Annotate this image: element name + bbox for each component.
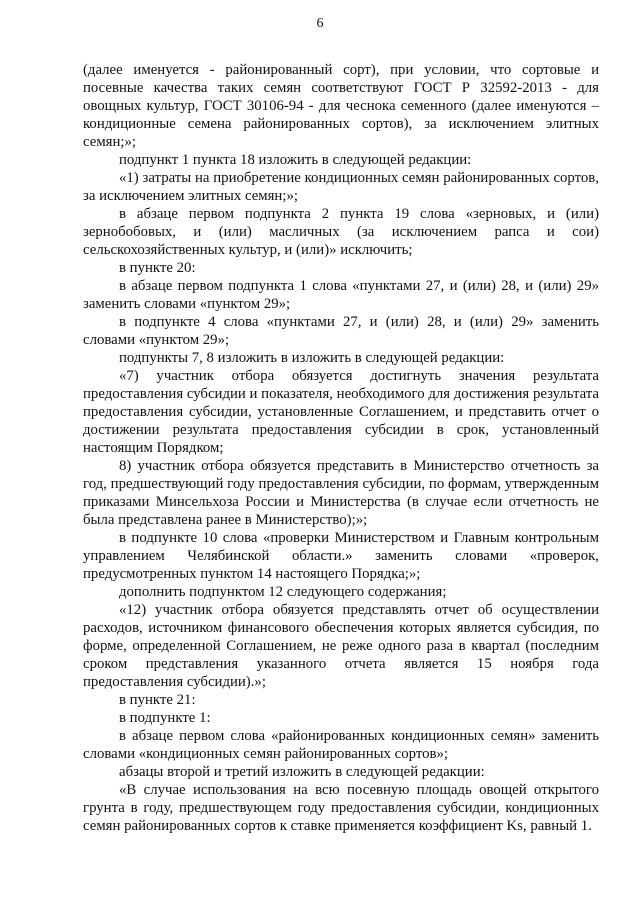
paragraph: в пункте 21: — [119, 692, 196, 708]
paragraph: дополнить подпунктом 12 следующего содержания; — [119, 584, 447, 600]
paragraph: «12) участник отбора обязуется представлять отчет об осуществлении расходов, источником финансового обеспечения которых является субсидия, по форме, определенной Соглашением, не реже одного раза в квартал (последним сроком представления указанного отчета является 15 ноября года предоставления субсидии).»; — [83, 602, 599, 690]
paragraph: 8) участник отбора обязуется представить в Министерство отчетность за год, предшествующий году предоставления субсидии, по формам, утвержденным приказами Минсельхоза России и Министерства (в случае если отчетность не была представлена ранее в Министерство);»; — [83, 458, 599, 528]
paragraph: «1) затраты на приобретение кондиционных семян районированных сортов, за исключением элитных семян;»; — [83, 170, 599, 204]
paragraph: «В случае использования на всю посевную площадь овощей открытого грунта в году, предшествующем году предоставления субсидии, кондиционных семян районированных сортов к ставке применяется коэффициент Ks, равный 1. — [83, 782, 599, 834]
paragraph: в подпункте 10 слова «проверки Министерством и Главным контрольным управлением Челябинской области.» заменить словами «проверок, предусмотренных пунктом 14 настоящего Порядка;»; — [83, 530, 599, 582]
paragraph: в подпункте 1: — [119, 710, 211, 726]
paragraph: подпункты 7, 8 изложить в изложить в следующей редакции: — [119, 350, 505, 366]
paragraph: (далее именуется - районированный сорт), при условии, что сортовые и посевные качества таких семян соответствуют ГОСТ Р 32592-2013 - для овощных культур, ГОСТ 30106-94 - для чеснока семенного (далее именуются – кондиционные семена районированных сортов), за исключением элитных семян;»; — [83, 62, 599, 150]
paragraph: подпункт 1 пункта 18 изложить в следующей редакции: — [119, 152, 472, 168]
paragraph: в подпункте 4 слова «пунктами 27, и (или) 28, и (или) 29» заменить словами «пунктом 29»; — [83, 314, 599, 348]
paragraph: в пункте 20: — [119, 260, 196, 276]
paragraph: в абзаце первом подпункта 1 слова «пунктами 27, и (или) 28, и (или) 29» заменить словами «пунктом 29»; — [83, 278, 599, 312]
paragraph: в абзаце первом слова «районированных кондиционных семян» заменить словами «кондиционных семян районированных сортов»; — [83, 728, 599, 762]
page-number: 6 — [316, 16, 324, 31]
paragraph: «7) участник отбора обязуется достигнуть значения результата предоставления субсидии и показателя, необходимого для достижения результата предоставления субсидии, установленные Соглашением, и представить отчет о достижении результата предоставления субсидии в срок, установленный настоящим Порядком; — [83, 368, 599, 456]
paragraph: в абзаце первом подпункта 2 пункта 19 слова «зерновых, и (или) зернобобовых, и (или) масличных (за исключением рапса и сои) сельскохозяйственных культур, и (или)» исключить; — [83, 206, 599, 258]
paragraph: абзацы второй и третий изложить в следующей редакции: — [119, 764, 485, 780]
document-body — [83, 61, 599, 835]
